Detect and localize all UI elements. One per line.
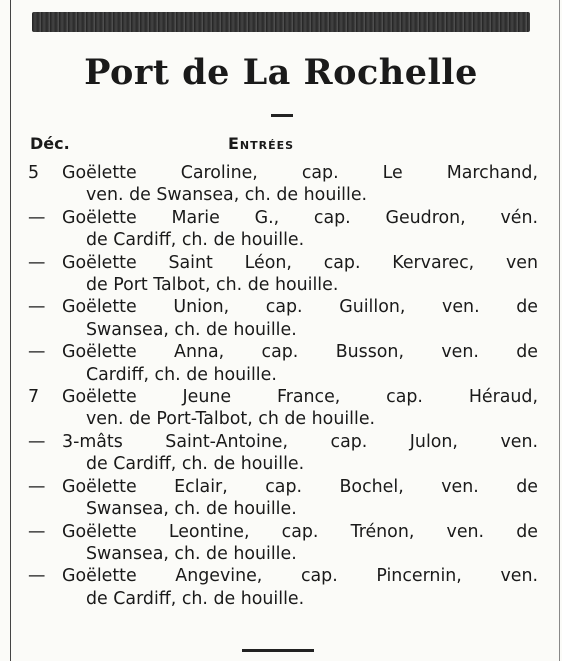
list-item <box>28 431 538 476</box>
entry-line: Cardiff, ch. de houille. <box>86 364 277 385</box>
entry-line: Goëlette Leontine, cap. Trénon, ven. de <box>62 521 538 542</box>
list-item <box>28 162 538 207</box>
entry-line: ven. de Port-Talbot, ch de houille. <box>86 409 376 430</box>
column-rule-right <box>559 0 560 661</box>
entry-line: Goëlette Marie G., cap. Geudron, vén. <box>62 207 538 228</box>
entry-day: 7 <box>28 387 40 408</box>
list-item <box>28 296 538 341</box>
entry-line: Swansea, ch. de houille. <box>86 543 297 564</box>
list-item <box>28 521 538 566</box>
title-divider <box>271 114 293 117</box>
entry-line: Swansea, ch. de houille. <box>86 319 297 340</box>
entry-line: Goëlette Angevine, cap. Pincernin, ven. <box>62 566 538 587</box>
page-title: Port de La Rochelle <box>84 52 478 93</box>
entry-line: ven. de Swansea, ch. de houille. <box>86 185 368 206</box>
entry-day: — <box>28 342 46 363</box>
section-label: Entrées <box>228 134 295 153</box>
entry-day: — <box>28 476 46 497</box>
entry-line: Goëlette Eclair, cap. Bochel, ven. de <box>62 476 538 497</box>
entry-line: Goëlette Anna, cap. Busson, ven. de <box>62 342 538 363</box>
entry-line: Goëlette Jeune France, cap. Héraud, <box>62 387 538 408</box>
header-ornament-bar <box>32 12 530 32</box>
footer-divider <box>242 649 314 652</box>
entry-line: de Cardiff, ch. de houille. <box>86 230 305 251</box>
month-label: Déc. <box>30 134 70 153</box>
arrivals-list <box>28 162 538 610</box>
entry-line: Goëlette Caroline, cap. Le Marchand, <box>62 163 538 183</box>
entry-day: — <box>28 207 46 228</box>
entry-line: 3-mâts Saint-Antoine, cap. Julon, ven. <box>62 431 538 452</box>
entry-day: 5 <box>28 163 40 183</box>
entry-line: de Cardiff, ch. de houille. <box>86 454 305 475</box>
entry-line: Swansea, ch. de houille. <box>86 499 297 520</box>
list-item <box>28 565 538 610</box>
entry-day: — <box>28 431 46 452</box>
entry-line: de Cardiff, ch. de houille. <box>86 588 305 609</box>
list-item <box>28 341 538 386</box>
entry-line: Goëlette Saint Léon, cap. Kervarec, ven <box>62 252 538 273</box>
entry-day: — <box>28 521 46 542</box>
entry-day: — <box>28 252 46 273</box>
entry-line: Goëlette Union, cap. Guillon, ven. de <box>62 297 538 318</box>
list-item <box>28 252 538 297</box>
entry-line: de Port Talbot, ch. de houille. <box>86 275 339 296</box>
list-item <box>28 207 538 252</box>
entry-day: — <box>28 297 46 318</box>
list-item <box>28 386 538 431</box>
column-header <box>30 134 540 156</box>
list-item <box>28 476 538 521</box>
column-rule-left <box>10 0 11 661</box>
entry-day: — <box>28 566 46 587</box>
